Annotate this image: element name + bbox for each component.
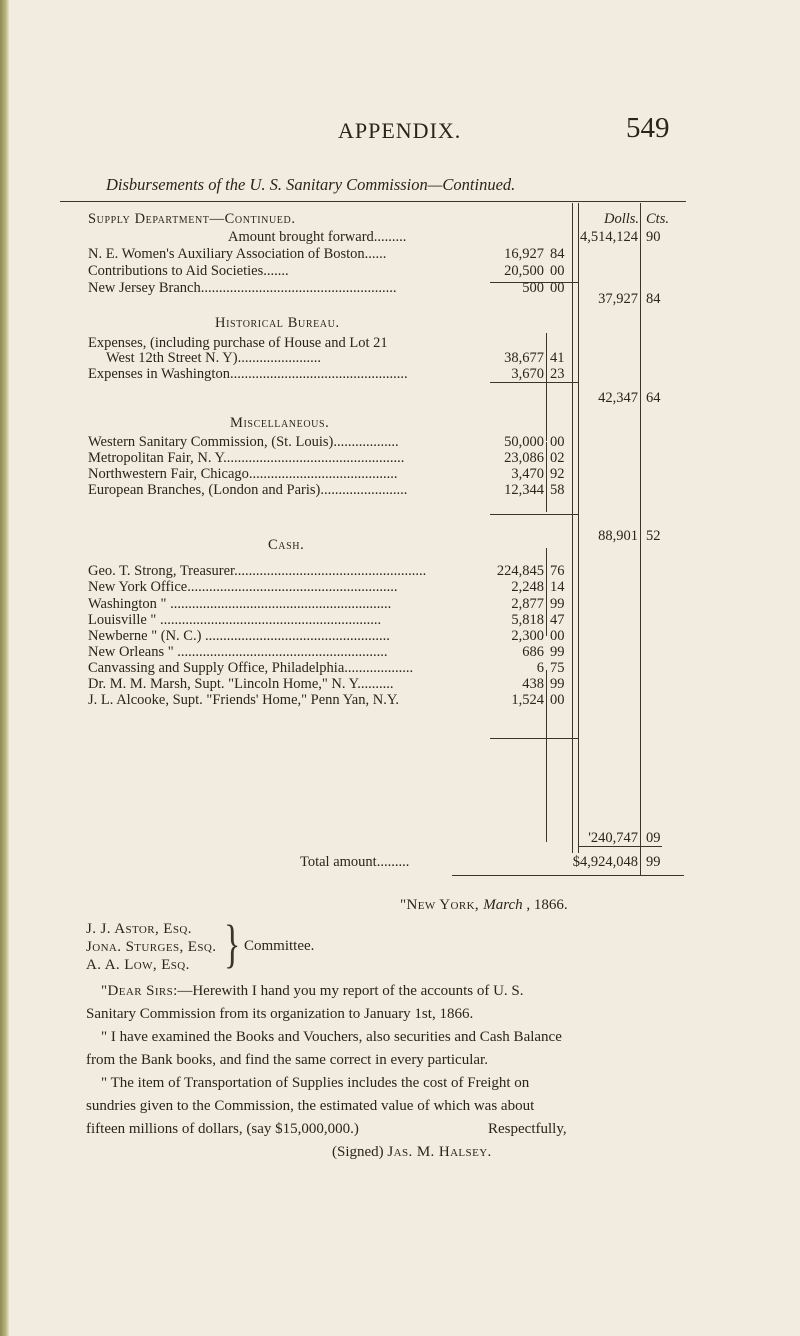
committee-label: Committee. (244, 938, 315, 954)
row-dolls: 6 (536, 660, 544, 676)
row-label: Geo. T. Strong, Treasurer..................................................... (88, 563, 427, 579)
row-dolls: 12,344 (504, 482, 544, 498)
row-label: Dr. M. M. Marsh, Supt. "Lincoln Home," N. Y.......... (88, 676, 394, 692)
page-number: 549 (626, 112, 670, 144)
dolls-head: Dolls. (604, 211, 640, 227)
letter-line: from the Bank books, and find the same correct in every particular. (86, 1052, 488, 1068)
row-dolls: 2,877 (511, 596, 544, 612)
row-cts: 75 (550, 660, 565, 676)
row-cts: 92 (550, 466, 565, 482)
row-dolls: 23,086 (504, 450, 544, 466)
letter-line: "Dear Sirs:—Herewith I hand you my report of the accounts of U. S. (101, 983, 524, 999)
row-label: Newberne " (N. C.) ................................................... (88, 628, 390, 644)
row-label: J. L. Alcooke, Supt. "Friends' Home," Penn Yan, N.Y. (88, 692, 400, 708)
row-label-cont: West 12th Street N. Y)....................... (106, 350, 321, 366)
col-rule (572, 203, 573, 853)
row-cts: 00 (550, 263, 565, 279)
cts-sub-rule (546, 548, 547, 636)
section-heading: Historical Bureau. (215, 315, 340, 331)
subtotal-cts: 84 (646, 291, 661, 307)
total-rule (578, 846, 662, 847)
committee-member: Jona. Sturges, Esq. (86, 939, 217, 955)
row-dolls: 1,524 (511, 692, 544, 708)
row-label: Amount brought forward......... (228, 229, 407, 245)
section-heading: Cash. (268, 537, 305, 553)
row-label: New Orleans " .......................................................... (88, 644, 388, 660)
row-dolls: 3,670 (511, 366, 544, 382)
subtotal-dolls: 42,347 (598, 390, 638, 406)
cts-sub-rule (546, 333, 547, 441)
row-label: Expenses, (including purchase of House and Lot 21 (88, 335, 388, 351)
row-label: Contributions to Aid Societies....... (88, 263, 289, 279)
running-title: APPENDIX. (338, 118, 462, 143)
subtotal-dolls: '240,747 (588, 830, 638, 846)
row-cts: 90 (646, 229, 661, 245)
row-dolls: 224,845 (496, 563, 544, 579)
letter-line: Sanitary Commission from its organization to January 1st, 1866. (86, 1006, 474, 1022)
subtotal-cts: 64 (646, 390, 661, 406)
row-dolls: 438 (522, 676, 544, 692)
letter-line: sundries given to the Commission, the estimated value of which was about (86, 1098, 535, 1114)
table-caption: Disbursements of the U. S. Sanitary Commission—Continued. (106, 175, 516, 194)
cts-sub-rule (546, 670, 547, 842)
cts-head: Cts. (646, 211, 669, 227)
row-dolls: 686 (522, 644, 544, 660)
row-cts: 00 (550, 280, 565, 296)
letter-line: fifteen millions of dollars, (say $15,000,000.) Respectfully, (86, 1118, 744, 1141)
signature: (Signed) Jas. M. Halsey. (332, 1144, 492, 1160)
subtotal-rule (490, 382, 578, 383)
row-cts: 00 (550, 692, 565, 708)
subtotal-cts: 52 (646, 528, 661, 544)
row-dolls: 50,000 (504, 434, 544, 450)
row-dolls: 2,300 (511, 628, 544, 644)
subtotal-dolls: 37,927 (598, 291, 638, 307)
closing: Respectfully, (488, 1121, 567, 1137)
letter-body (86, 980, 744, 1164)
row-cts: 99 (550, 644, 565, 660)
letter-line: " I have examined the Books and Vouchers, also securities and Cash Balance (101, 1029, 562, 1045)
row-label: Western Sanitary Commission, (St. Louis).................. (88, 434, 399, 450)
letter-line: " The item of Transportation of Supplies includes the cost of Freight on (101, 1075, 530, 1091)
row-dolls: 4,514,124 (580, 229, 638, 245)
row-dolls: 38,677 (504, 350, 544, 366)
row-cts: 99 (550, 596, 565, 612)
row-label: New Jersey Branch...................................................... (88, 280, 397, 296)
row-cts: 00 (550, 628, 565, 644)
dateline: "New York, March , 1866. (400, 897, 568, 913)
row-cts: 02 (550, 450, 565, 466)
row-cts: 47 (550, 612, 565, 628)
row-label: Expenses in Washington................................................. (88, 366, 408, 382)
grand-total-label: Total amount......... (300, 854, 410, 870)
row-label: Northwestern Fair, Chicago......................................... (88, 466, 398, 482)
committee-member: A. A. Low, Esq. (86, 957, 190, 973)
row-label: New York Office.......................................................... (88, 579, 398, 595)
committee-list (86, 920, 216, 974)
section-heading: Miscellaneous. (230, 415, 330, 431)
bottom-rule (452, 875, 684, 876)
row-dolls: 20,500 (504, 263, 544, 279)
row-label: Metropolitan Fair, N. Y.................................................. (88, 450, 405, 466)
row-cts: 76 (550, 563, 565, 579)
section-heading: Supply Department—Continued. (88, 211, 296, 227)
row-label: European Branches, (London and Paris)........................ (88, 482, 408, 498)
row-dolls: 5,818 (511, 612, 544, 628)
grand-total-cts: 99 (646, 854, 661, 870)
row-label: Washington " ............................................................. (88, 596, 392, 612)
row-cts: 14 (550, 579, 565, 595)
row-dolls: 16,927 (504, 246, 544, 262)
committee-member: J. J. Astor, Esq. (86, 921, 192, 937)
row-cts: 23 (550, 366, 565, 382)
row-label: N. E. Women's Auxiliary Association of Boston...... (88, 246, 387, 262)
cts-sub-rule (546, 442, 547, 512)
row-dolls: 2,248 (511, 579, 544, 595)
row-label: Canvassing and Supply Office, Philadelphia................... (88, 660, 414, 676)
row-cts: 99 (550, 676, 565, 692)
row-cts: 58 (550, 482, 565, 498)
grand-total-dolls: $4,924,048 (572, 854, 638, 870)
subtotal-rule (490, 738, 578, 739)
brace-icon: } (224, 916, 241, 974)
row-cts: 84 (550, 246, 565, 262)
row-label: Louisville " ............................................................. (88, 612, 382, 628)
subtotal-dolls: 88,901 (598, 528, 638, 544)
row-cts: 00 (550, 434, 565, 450)
row-dolls: 500 (522, 280, 544, 296)
col-rule (640, 203, 641, 875)
row-cts: 41 (550, 350, 565, 366)
subtotal-cts: 09 (646, 830, 661, 846)
subtotal-rule (490, 514, 578, 515)
row-dolls: 3,470 (511, 466, 544, 482)
